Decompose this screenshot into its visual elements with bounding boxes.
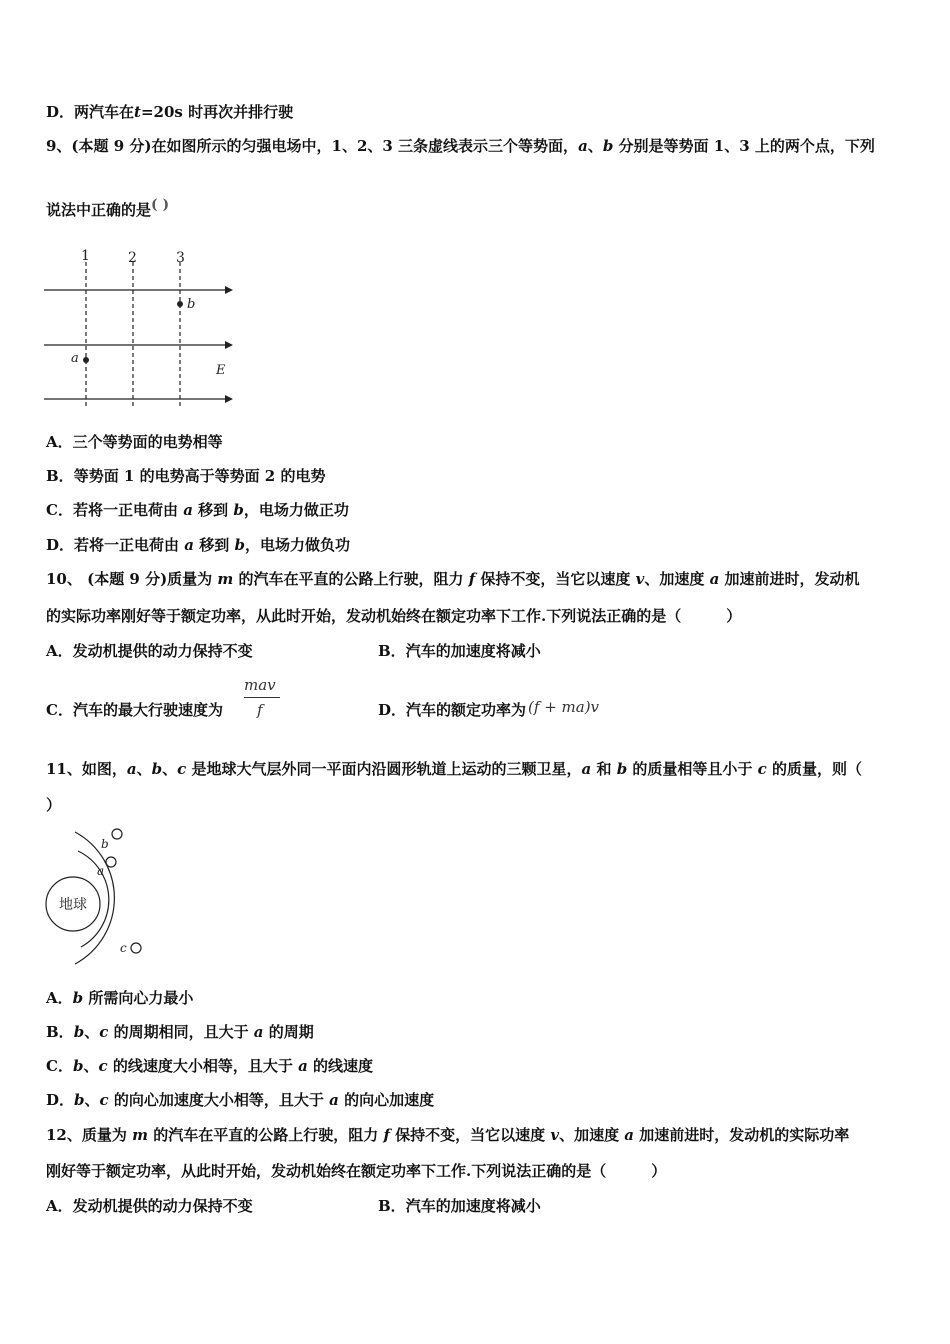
option-text: ，电场力做负功: [244, 536, 350, 554]
q9-option-b: [46, 466, 325, 486]
option-text: 移到: [193, 536, 235, 554]
option-text: 所需向心力最小: [83, 989, 194, 1007]
option-letter: A．: [46, 1197, 73, 1215]
option-text: 发动机提供的动力保持不变: [72, 642, 253, 660]
var-v: v: [635, 570, 645, 588]
q11-stem-line1: 11、如图，a、b、c 是地球大气层外同一平面内沿圆形轨道上运动的三颗卫星，a 和 b 的质量相等且小于 c 的质量，则（: [46, 760, 863, 778]
sep: 、: [84, 1091, 100, 1109]
option-text: 三个等势面的电势相等: [72, 433, 223, 451]
var-a: a: [581, 760, 592, 778]
option-text: 的线速度大小相等，且大于: [107, 1057, 299, 1075]
option-letter: D．: [46, 1091, 75, 1109]
var-a: a: [578, 137, 588, 155]
q10-stem-line2: [46, 606, 741, 626]
stem-text: 和: [591, 760, 617, 778]
var-a: a: [253, 1023, 264, 1041]
stem-text: 、加速度: [559, 1126, 625, 1144]
q10-option-c: [46, 700, 223, 720]
stem-text: 加速前进时，发动机: [719, 570, 860, 588]
var-a: a: [624, 1126, 635, 1144]
earth-label: 地球: [59, 897, 87, 913]
option-text: 若将一正电荷由: [74, 536, 185, 554]
option-text: 的向心加速度: [338, 1091, 435, 1109]
stem-text: 的质量相等且小于: [627, 760, 758, 778]
option-text: 发动机提供的动力保持不变: [72, 1197, 253, 1215]
q10-fraction-bar: [244, 697, 280, 698]
point-b-label: b: [187, 297, 196, 312]
option-text: 的周期: [263, 1023, 314, 1041]
q11-stem-line2: [46, 795, 61, 815]
stem-text: 的质量，则（: [766, 760, 863, 778]
option-letter: B．: [378, 642, 406, 660]
option-text: 汽车的加速度将减小: [405, 1197, 541, 1215]
var-b: b: [72, 1057, 84, 1075]
option-letter: B．: [46, 1023, 74, 1041]
sep: 、: [84, 1023, 100, 1041]
var-m: m: [132, 1126, 148, 1144]
option-letter: A．: [46, 989, 73, 1007]
var-b: b: [233, 501, 244, 519]
q8-option-d: [46, 102, 293, 122]
q10-option-d: [378, 700, 599, 720]
var-b: b: [234, 536, 245, 554]
option-text: 汽车的额定功率为: [406, 701, 527, 719]
var-f: f: [468, 570, 476, 588]
var-a: a: [184, 536, 194, 554]
stem-text: 说法中正确的是: [46, 201, 152, 219]
arrow-head-1: [225, 286, 233, 294]
var-b: b: [616, 760, 628, 778]
var-c: c: [98, 1057, 108, 1075]
option-letter: D．: [46, 536, 75, 554]
stem-text: 的汽车在平直的公路上行驶，阻力: [233, 570, 469, 588]
q10-option-a: [46, 641, 253, 661]
var-b: b: [151, 760, 163, 778]
q9-option-d: [46, 535, 350, 555]
stem-text: 9、(本题 9 分)在如图所示的匀强电场中，1、2、3 三条虚线表示三个等势面，: [46, 137, 579, 155]
option-letter: C．: [46, 501, 73, 519]
point-b: [177, 301, 183, 307]
option-text: 等势面 1 的电势高于等势面 2 的电势: [73, 467, 326, 485]
electric-field-figure: [40, 240, 240, 412]
q10-stem-line1: [46, 569, 860, 589]
satellite-b: [112, 829, 122, 839]
stem-text: 10、 (本题 9 分)质量为: [46, 570, 218, 588]
option-text: 两汽车在: [74, 103, 135, 121]
q11-option-d: [46, 1090, 434, 1110]
satellite-a: [106, 857, 116, 867]
q9-option-c: [46, 500, 349, 520]
q12-option-b: [378, 1196, 541, 1216]
option-text: 汽车的最大行驶速度为: [72, 701, 223, 719]
var-a: a: [183, 501, 193, 519]
option-text-tail: =20s 时再次并排行驶: [140, 103, 294, 121]
q9-option-a: [46, 432, 223, 452]
q10-formula: (f + ma)v: [528, 698, 600, 716]
option-text: 的向心加速度大小相等，且大于: [108, 1091, 330, 1109]
var-t: t: [134, 103, 141, 121]
stem-text: 分别是等势面 1、3 上的两个点，下列: [613, 137, 875, 155]
q11-option-c: [46, 1056, 373, 1076]
stem-text: 的汽车在平直的公路上行驶，阻力: [147, 1126, 384, 1144]
sep: 、: [83, 1057, 99, 1075]
var-c: c: [99, 1023, 109, 1041]
q10-option-b: [378, 641, 541, 661]
var-f: f: [383, 1126, 390, 1144]
option-text: 的线速度: [307, 1057, 374, 1075]
option-letter: C．: [46, 701, 73, 719]
q9-stem-line1: [46, 136, 875, 156]
option-letter: D．: [378, 701, 407, 719]
q12-stem-line1: [46, 1125, 849, 1145]
field-label-e: E: [216, 363, 226, 378]
var-b: b: [602, 137, 614, 155]
option-text: 汽车的加速度将减小: [405, 642, 541, 660]
var-a: a: [126, 760, 137, 778]
option-text: ，电场力做正功: [243, 501, 349, 519]
stem-text: 12、质量为: [46, 1126, 133, 1144]
point-a: [83, 357, 89, 363]
var-m: m: [217, 570, 234, 588]
var-c: c: [757, 760, 767, 778]
q11-option-b: [46, 1022, 314, 1042]
var-c: c: [177, 760, 187, 778]
option-letter: B．: [46, 467, 74, 485]
satellite-orbit-figure: [40, 822, 180, 972]
q10-fraction-numerator: mav: [244, 676, 276, 694]
q11-option-a: [46, 988, 193, 1008]
option-text: 若将一正电荷由: [72, 501, 184, 519]
var-c: c: [99, 1091, 109, 1109]
var-b: b: [72, 989, 84, 1007]
equipotential-label-1: 1: [81, 248, 90, 264]
stem-text: 刚好等于额定功率，从此时开始，发动机始终在额定功率下工作.下列说法正确的是（ ）: [46, 1162, 667, 1180]
option-text: 移到: [192, 501, 234, 519]
q12-option-a: [46, 1196, 253, 1216]
option-letter: D．: [46, 103, 75, 121]
answer-paren: ( ): [151, 197, 170, 213]
var-a: a: [298, 1057, 308, 1075]
stem-text: 保持不变，当它以速度: [475, 570, 636, 588]
stem-text: 的实际功率刚好等于额定功率，从此时开始，发动机始终在额定功率下工作.下列说法正确的是（ ）: [46, 607, 742, 625]
stem-text: 是地球大气层外同一平面内沿圆形轨道上运动的三颗卫星，: [186, 760, 582, 778]
option-letter: C．: [46, 1057, 73, 1075]
stem-text: ）: [46, 796, 62, 814]
option-letter: A．: [46, 642, 73, 660]
var-a: a: [709, 570, 720, 588]
option-letter: A．: [46, 433, 73, 451]
arrow-head-3: [225, 395, 233, 403]
sep: 、: [587, 137, 603, 155]
option-text: 的周期相同，且大于: [108, 1023, 254, 1041]
var-a: a: [329, 1091, 339, 1109]
stem-text: 、加速度: [644, 570, 710, 588]
satellite-b-label: b: [101, 837, 109, 851]
option-letter: B．: [378, 1197, 406, 1215]
equipotential-label-3: 3: [176, 250, 185, 266]
q12-stem-line2: [46, 1161, 666, 1181]
q10-fraction-denominator: f: [257, 701, 263, 719]
var-b: b: [73, 1023, 85, 1041]
satellite-a-label: a: [97, 864, 105, 878]
q9-stem-line2: [46, 197, 170, 221]
point-a-label: a: [71, 351, 79, 366]
satellite-c-label: c: [120, 941, 127, 955]
var-b: b: [74, 1091, 85, 1109]
equipotential-label-2: 2: [128, 250, 137, 266]
var-v: v: [550, 1126, 560, 1144]
arrow-head-2: [225, 341, 233, 349]
stem-text: 加速前进时，发动机的实际功率: [634, 1126, 850, 1144]
satellite-c: [131, 943, 141, 953]
stem-text: 11、如图，: [46, 760, 127, 778]
stem-text: 保持不变，当它以速度: [389, 1126, 551, 1144]
